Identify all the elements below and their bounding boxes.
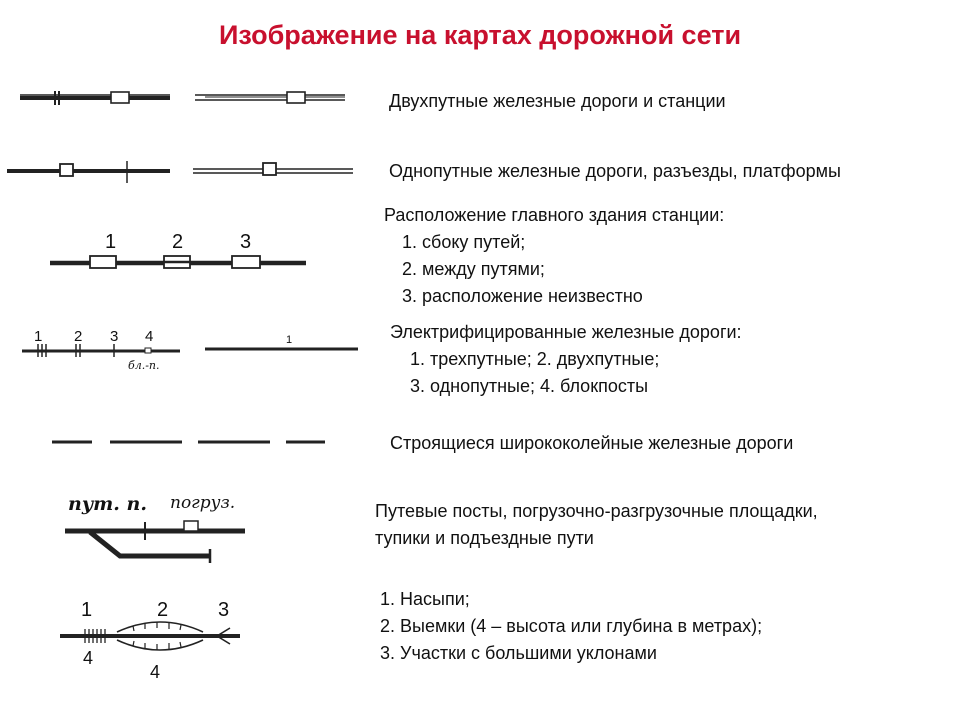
electrified-label-1b: 1: [286, 334, 293, 346]
electrified-line-1: 1. трехпутные; 2. двухпутные;: [410, 349, 660, 369]
electrified-label-3: 3: [110, 328, 119, 345]
page-title: Изображение на картах дорожной сети: [218, 20, 742, 50]
relief-symbol: [55, 592, 255, 684]
electrified-note: бл.-п.: [128, 359, 160, 372]
double-track-text: Двухпутные железные дороги и станции: [389, 91, 726, 111]
station-building-description: [384, 202, 724, 310]
double-track-railway-description: [389, 88, 726, 115]
track-posts-description: [375, 498, 818, 552]
double-track-railway-symbol: [15, 85, 355, 111]
electrified-railway-symbol: [20, 325, 365, 375]
station-heading: Расположение главного здания станции:: [384, 205, 725, 225]
station-item-1: 1. сбоку путей;: [402, 232, 526, 252]
electrified-label-2: 2: [74, 328, 83, 345]
posts-label-track-post: пут. п.: [68, 493, 147, 515]
relief-label-height-2: 4: [150, 662, 161, 682]
electrified-heading: Электрифицированные железные дороги:: [390, 322, 742, 342]
electrified-railway-description: [390, 319, 742, 400]
electrified-line-2: 3. однопутные; 4. блокпосты: [410, 376, 649, 396]
track-posts-symbol: [60, 488, 260, 568]
relief-description: [380, 586, 762, 667]
relief-item-1: 1. Насыпи;: [380, 589, 470, 609]
station-item-2: 2. между путями;: [402, 259, 545, 279]
electrified-label-1: 1: [34, 328, 43, 345]
relief-label-1: 1: [81, 599, 93, 621]
relief-label-3: 3: [218, 599, 230, 621]
station-building-symbol: [48, 230, 313, 278]
posts-label-loading: погруз.: [170, 493, 236, 513]
construction-railway-description: [390, 430, 793, 457]
construction-railway-symbol: [50, 432, 330, 452]
posts-line-2: тупики и подъездные пути: [375, 528, 594, 548]
electrified-label-4: 4: [145, 328, 154, 345]
construction-text: Строящиеся ширококолейные железные дороги: [390, 433, 794, 453]
posts-line-1: Путевые посты, погрузочно-разгрузочные площадки,: [375, 501, 818, 521]
station-label-1: 1: [105, 231, 117, 253]
station-item-3: 3. расположение неизвестно: [402, 286, 643, 306]
station-label-2: 2: [172, 231, 184, 253]
station-label-3: 3: [240, 231, 252, 253]
single-track-railway-symbol: [5, 155, 355, 189]
relief-label-height-1: 4: [83, 648, 94, 668]
single-track-railway-description: [389, 158, 841, 185]
relief-item-2: 2. Выемки (4 – высота или глубина в метрах);: [380, 616, 763, 636]
single-track-text: Однопутные железные дороги, разъезды, платформы: [389, 161, 841, 181]
relief-item-3: 3. Участки с большими уклонами: [380, 643, 657, 663]
relief-label-2: 2: [157, 599, 169, 621]
